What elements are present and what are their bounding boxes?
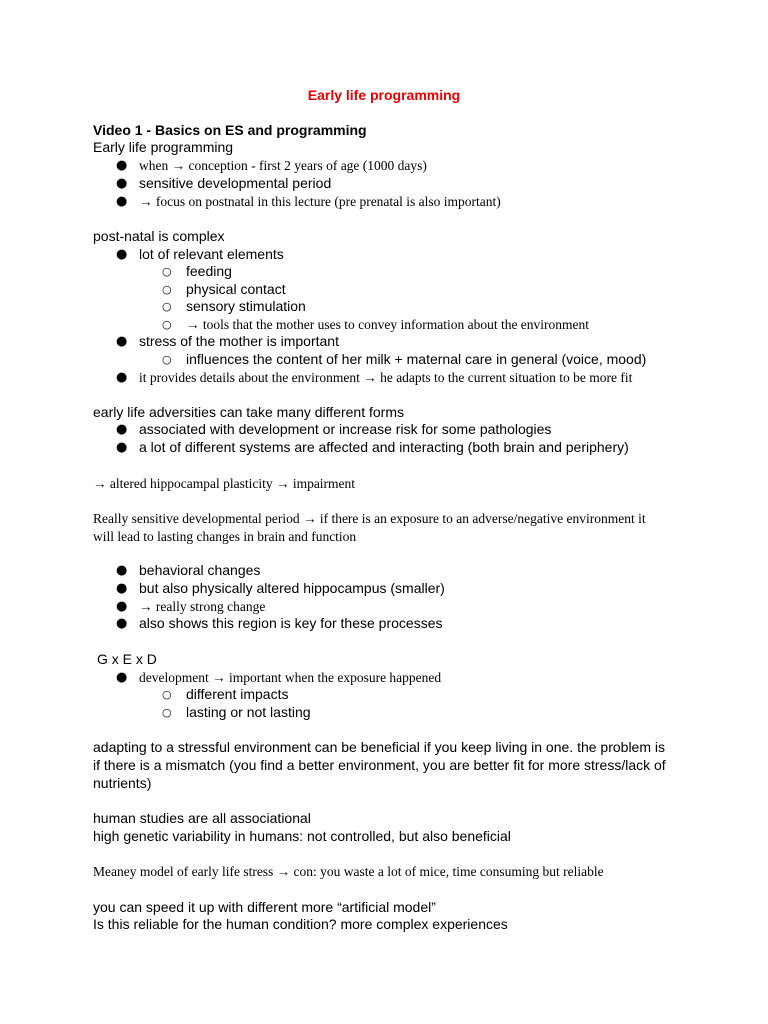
meaney-line: Meaney model of early life stress → con: you waste a lot of mice, time consuming but reliable (93, 864, 604, 879)
postnatal-item: lot of relevant elements (139, 246, 284, 262)
human-line: human studies are all associational (93, 810, 311, 826)
human-line: high genetic variability in humans: not controlled, but also beneficial (93, 828, 511, 844)
changes-item: also shows this region is key for these processes (139, 615, 443, 631)
hollow-bullet-icon: ○ (162, 283, 172, 296)
elp-item: when → conception - first 2 years of age (1000 days) (139, 158, 427, 173)
gxed-item: development → important when the exposure happened (139, 670, 442, 685)
elp-item: sensitive developmental period (139, 175, 332, 191)
adversities-heading: early life adversities can take many different forms (93, 404, 404, 420)
speed-line: Is this reliable for the human condition? more complex experiences (93, 916, 508, 932)
postnatal-subitem: feeding (186, 263, 232, 279)
changes-item: → really strong change (139, 599, 266, 614)
bullet-icon: ● (116, 194, 128, 209)
bullet-icon: ● (116, 370, 128, 385)
adapting-paragraph-line: adapting to a stressful environment can be beneficial if you keep living in one. the problem is (93, 739, 666, 755)
bullet-icon: ● (116, 581, 128, 596)
speed-line: you can speed it up with different more “artificial model” (93, 899, 436, 915)
hollow-bullet-icon: ○ (162, 300, 172, 313)
postnatal-heading: post-natal is complex (93, 228, 225, 244)
adapting-paragraph-line: nutrients) (93, 775, 152, 791)
bullet-icon: ● (116, 616, 128, 631)
elp-heading: Early life programming (93, 139, 234, 155)
gxed-subitem: different impacts (186, 686, 289, 702)
adapting-paragraph-line: if there is a mismatch (you find a better environment, you are better fit for more stress/lack of (93, 757, 666, 773)
postnatal-subitem: → tools that the mother uses to convey information about the environment (186, 317, 590, 332)
document-title: Early life programming (307, 87, 461, 103)
hollow-bullet-icon: ○ (162, 706, 172, 719)
elp-item: → focus on postnatal in this lecture (pre prenatal is also important) (139, 194, 501, 209)
hollow-bullet-icon: ○ (162, 265, 172, 278)
bullet-icon: ● (116, 176, 128, 191)
bullet-icon: ● (116, 334, 128, 349)
postnatal-item: it provides details about the environment → he adapts to the current situation to be more fit (139, 370, 633, 385)
adversities-item: associated with development or increase risk for some pathologies (139, 421, 552, 437)
hollow-bullet-icon: ○ (162, 688, 172, 701)
postnatal-subitem: influences the content of her milk + maternal care in general (voice, mood) (186, 351, 647, 367)
gxed-subitem: lasting or not lasting (186, 704, 311, 720)
bullet-icon: ● (116, 247, 128, 262)
hippocampal-line: → altered hippocampal plasticity → impairment (93, 476, 356, 491)
video-heading: Video 1 - Basics on ES and programming (93, 122, 367, 138)
hollow-bullet-icon: ○ (162, 353, 172, 366)
changes-item: but also physically altered hippocampus (smaller) (139, 580, 445, 596)
gxed-heading: G x E x D (97, 651, 157, 667)
bullet-icon: ● (116, 440, 128, 455)
hollow-bullet-icon: ○ (162, 318, 172, 331)
bullet-icon: ● (116, 563, 128, 578)
bullet-icon: ● (116, 422, 128, 437)
postnatal-subitem: sensory stimulation (186, 298, 306, 314)
bullet-icon: ● (116, 670, 128, 685)
postnatal-item: stress of the mother is important (139, 333, 339, 349)
sensitive-paragraph-line: Really sensitive developmental period → if there is an exposure to an adverse/negative environment it (93, 511, 646, 526)
changes-item: behavioral changes (139, 562, 261, 578)
postnatal-subitem: physical contact (186, 281, 286, 297)
bullet-icon: ● (116, 599, 128, 614)
sensitive-paragraph-line: will lead to lasting changes in brain and function (93, 529, 357, 544)
adversities-item: a lot of different systems are affected and interacting (both brain and periphery) (139, 439, 629, 455)
bullet-icon: ● (116, 158, 128, 173)
